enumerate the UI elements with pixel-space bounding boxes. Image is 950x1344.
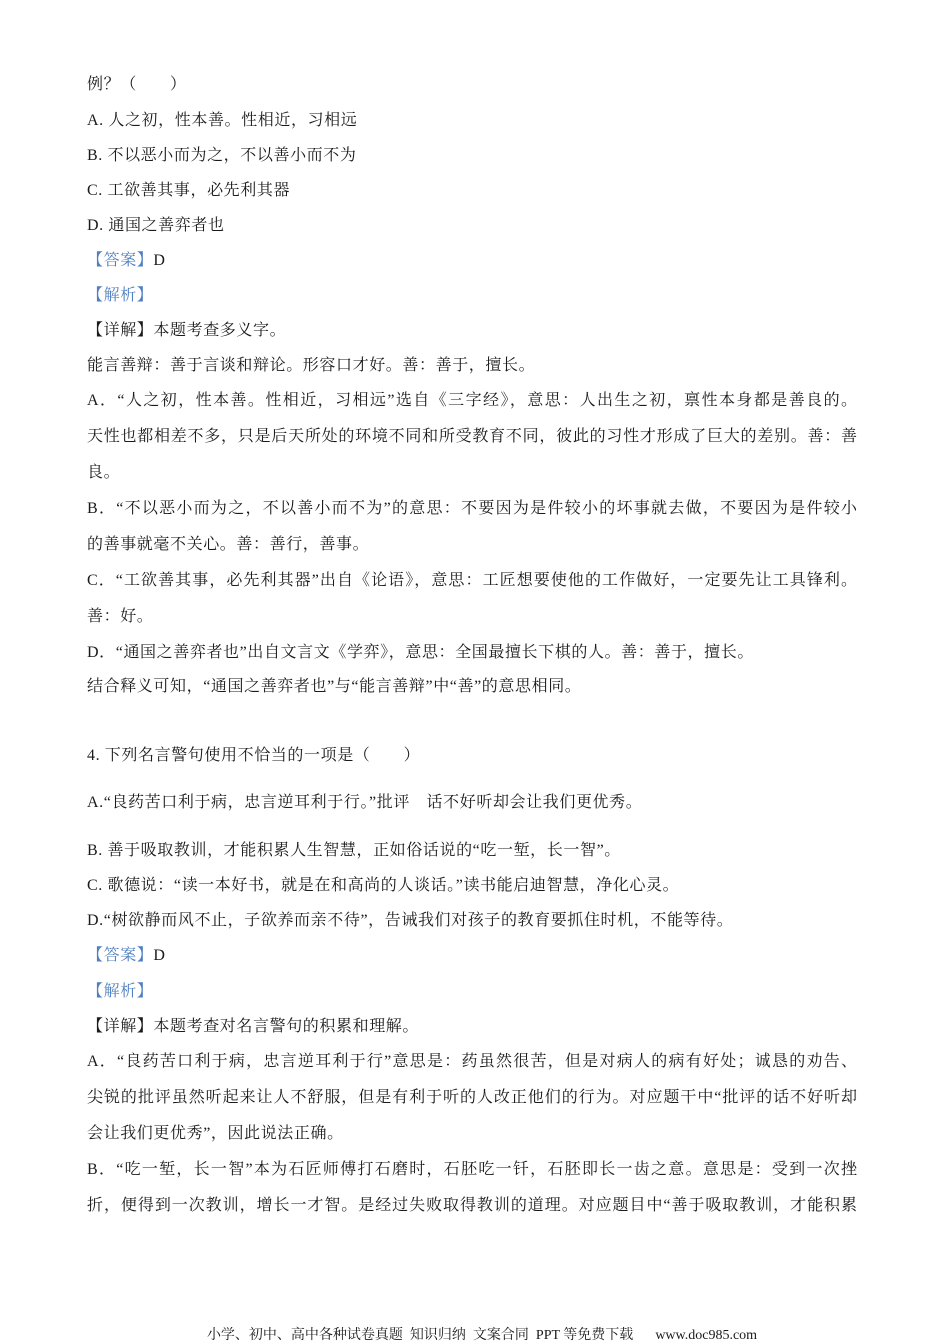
q4-detail-intro: 本题考查对名言警句的积累和理解。 — [153, 1018, 420, 1035]
q3-detail-label: 【详解】 — [87, 322, 154, 339]
q4-answer — [87, 945, 166, 967]
q3-explanation-line: D．“通国之善弈者也”出自文言文《学弈》，意思：全国最擅长下棋的人。善：善于，擅长。 — [87, 644, 754, 661]
q3-explanation-line: 的善事就毫不关心。善：善行，善事。 — [87, 536, 370, 553]
q3-option-d: D. 通国之善弈者也 — [87, 217, 225, 234]
q4-analysis-label: 【解析】 — [87, 983, 154, 1000]
q3-stem-tail: 例？（ ） — [87, 76, 187, 93]
q3-option-b: B. 不以恶小而为之，不以善小而不为 — [87, 147, 357, 164]
footer-text: 小学、初中、高中各种试卷真题 知识归纳 文案合同 PPT 等免费下载 — [206, 1328, 634, 1343]
q4-option-c: C. 歌德说：“读一本好书，就是在和高尚的人谈话。”读书能启迪智慧，净化心灵。 — [87, 877, 680, 894]
q3-option-c: C. 工欲善其事，必先利其器 — [87, 182, 291, 199]
q3-answer — [87, 250, 166, 272]
footer-url[interactable]: www.doc985.com — [655, 1328, 758, 1343]
q4-explanation-line: 尖锐的批评虽然听起来让人不舒服，但是有利于听的人改正他们的行为。对应题干中“批评的话不好听却 — [87, 1089, 857, 1106]
q3-conclusion-line: 结合释义可知，“通国之善弈者也”与“能言善辩”中“善”的意思相同。 — [87, 678, 582, 695]
q3-answer-label: 【答案】 — [87, 252, 154, 269]
q3-explanation-line: A．“人之初，性本善。性相近，习相远”选自《三字经》，意思：人出生之初，禀性本身都是善良的。 — [87, 392, 857, 409]
q4-detail-label: 【详解】 — [87, 1018, 154, 1035]
q3-explanation-line: 良。 — [87, 464, 121, 481]
q4-answer-value: D — [153, 947, 166, 964]
q4-option-d: D.“树欲静而风不止，子欲养而亲不待”，告诫我们对孩子的教育要抓住时机，不能等待。 — [87, 912, 734, 929]
q3-explanation-line: B．“不以恶小而为之，不以善小而不为”的意思：不要因为是件较小的坏事就去做，不要因为是件较小 — [87, 500, 857, 517]
q3-explanation-line: 天性也都相差不多，只是后天所处的环境不同和所受教育不同，彼此的习性才形成了巨大的差别。善：善 — [87, 428, 857, 445]
q3-detail — [87, 320, 286, 342]
q3-answer-value: D — [153, 252, 166, 269]
q3-explanation-line: 善：好。 — [87, 608, 154, 625]
q4-option-a: A.“良药苦口利于病，忠言逆耳利于行。”批评 话不好听却会让我们更优秀。 — [87, 794, 643, 811]
q3-option-a: A. 人之初，性本善。性相近，习相远 — [87, 112, 358, 129]
q3-analysis-label: 【解析】 — [87, 287, 154, 304]
page-footer — [0, 1306, 950, 1344]
q4-option-b: B. 善于吸取教训，才能积累人生智慧，正如俗话说的“吃一堑，长一智”。 — [87, 842, 621, 859]
q4-stem: 4. 下列名言警句使用不恰当的一项是（ ） — [87, 747, 421, 764]
q4-explanation-line: A．“良药苦口利于病，忠言逆耳利于行”意思是：药虽然很苦，但是对病人的病有好处；诚恳的劝告、 — [87, 1053, 857, 1070]
q3-explanation-line: 能言善辩：善于言谈和辩论。形容口才好。善：善于，擅长。 — [87, 357, 536, 374]
q4-detail — [87, 1016, 419, 1038]
q3-detail-intro: 本题考查多义字。 — [153, 322, 287, 339]
q4-answer-label: 【答案】 — [87, 947, 154, 964]
q4-explanation-line: B．“吃一堑，长一智”本为石匠师傅打石磨时，石胚吃一钎，石胚即长一齿之意。意思是：受到一次挫 — [87, 1161, 857, 1178]
q3-explanation-line: C．“工欲善其事，必先利其器”出自《论语》，意思：工匠想要使他的工作做好，一定要先让工具锋利。 — [87, 572, 857, 589]
q4-explanation-line: 会让我们更优秀”，因此说法正确。 — [87, 1125, 344, 1142]
q4-explanation-line: 折，便得到一次教训，增长一才智。是经过失败取得教训的道理。对应题目中“善于吸取教训，才能积累 — [87, 1197, 857, 1214]
